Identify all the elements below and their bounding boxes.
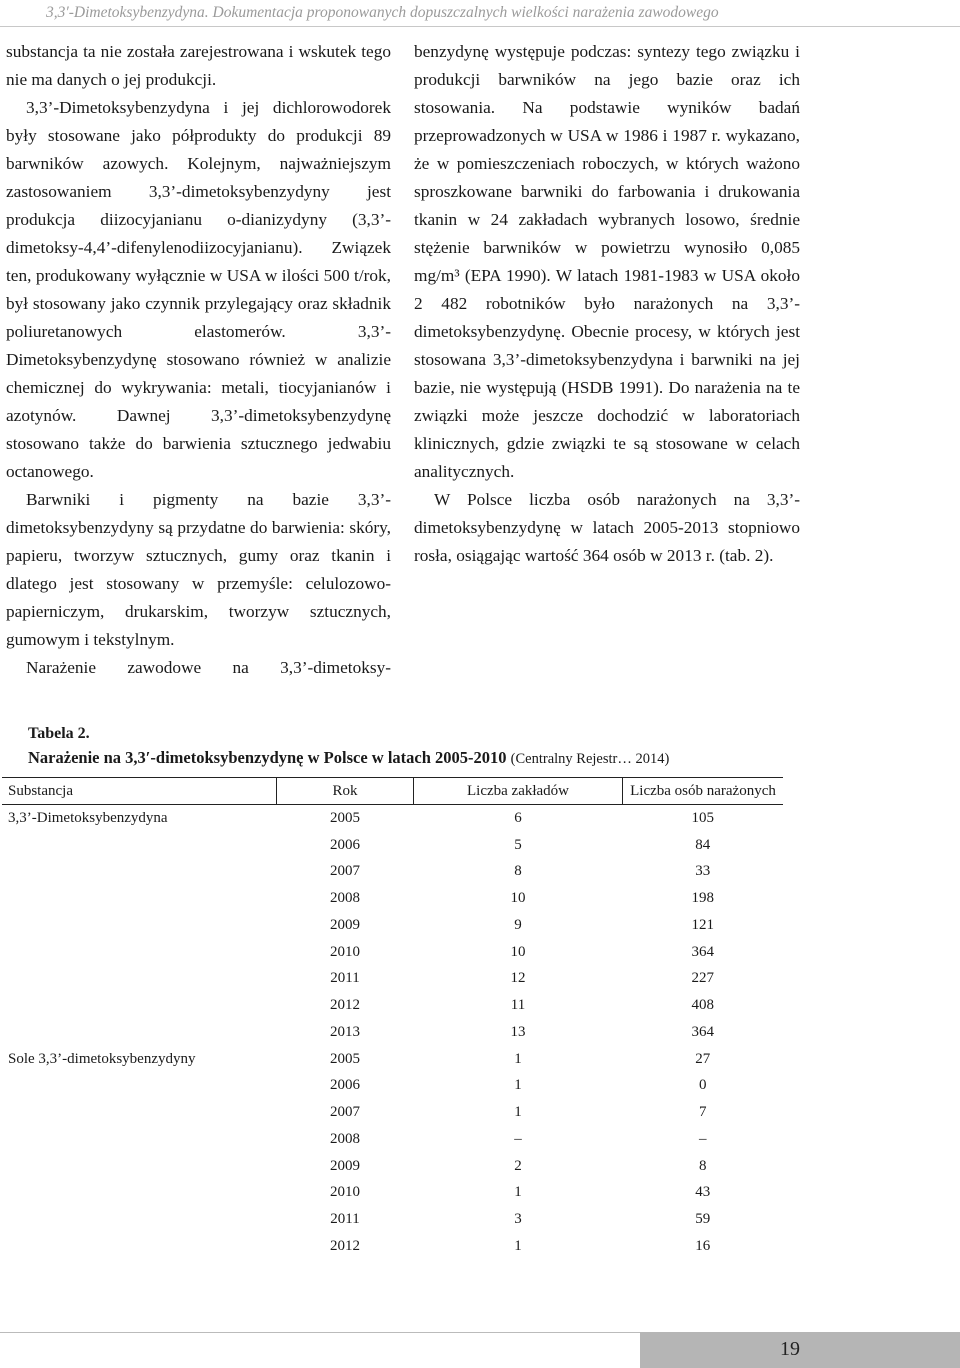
- left-paragraph-3: Barwniki i pigmenty na bazie 3,3’-dimetoksybenzydyny są przydatne do barwienia: skóry, papieru, tworzyw sztucznych, gumy oraz tkanin i dlatego jest stosowany w przemyśle: celulozowo-papierniczym, drukarskim, tworzyw sztucznych, gumowym i tekstylnym.: [6, 490, 391, 649]
- cell-plants: 13: [510, 1023, 526, 1040]
- cell-plants: –: [514, 1130, 522, 1147]
- cell-plants: 1: [514, 1184, 522, 1201]
- left-paragraph-4: Narażenie zawodowe na 3,3’-dimetoksy-: [26, 658, 391, 677]
- left-paragraph-2: 3,3’-Dimetoksybenzydyna i jej dichlorowodorek były stosowane jako półprodukty do produkcji 89 barwników azowych. Kolejnym, najważniejszym zastosowaniem 3,3’-dimetoksybenzydyny jest produkcja diizocyjanianu o-dianizydyny (3,3’-dimetoksy-4,4’-difenylenodiizocyjanianu). Związek ten, produkowany wyłącznie w USA w ilości 500 t/rok, był stosowany jako czynnik przylegający oraz składnik poliuretanowych elastomerów. 3,3’- Dimetoksybenzydynę stosowano również w analizie chemicznej do wykrywania: metali, tiocyjanianów i azotynów. Dawnej 3,3’-dimetoksybenzydynę stosowano także do barwienia sztucznego jedwabiu octanowego.: [6, 98, 391, 481]
- cell-year: 2007: [330, 1104, 360, 1121]
- cell-year: 2005: [330, 1050, 360, 1067]
- cell-plants: 12: [510, 970, 526, 987]
- cell-substance: 3,3’-Dimetoksybenzydyna: [8, 809, 168, 826]
- cell-persons: 364: [691, 1023, 714, 1040]
- table-title: [28, 748, 669, 768]
- table-row: [2, 832, 783, 859]
- cell-persons: 59: [695, 1211, 711, 1228]
- cell-plants: 3: [514, 1211, 522, 1228]
- table-row: [2, 912, 783, 939]
- table-row: [2, 1126, 783, 1153]
- footer-page-box: [640, 1332, 960, 1368]
- cell-persons: 364: [691, 943, 714, 960]
- column-header-year: Rok: [277, 778, 414, 805]
- table-row: [2, 805, 783, 832]
- cell-substance: [2, 859, 277, 886]
- cell-plants: 6: [514, 809, 522, 826]
- cell-year: 2005: [330, 809, 360, 826]
- cell-substance: [2, 1206, 277, 1233]
- cell-substance: [2, 1126, 277, 1153]
- cell-persons: 84: [695, 836, 711, 853]
- cell-year: 2007: [330, 863, 360, 880]
- cell-year: 2008: [330, 890, 360, 907]
- table-row: [2, 1099, 783, 1126]
- cell-year: 2010: [330, 1184, 360, 1201]
- table-title-text: Narażenie na 3,3′-dimetoksybenzydynę w Polsce w latach 2005-2010: [28, 748, 507, 767]
- table-row: [2, 859, 783, 886]
- table-row: [2, 1180, 783, 1207]
- cell-plants: 10: [510, 890, 526, 907]
- cell-persons: 227: [691, 970, 714, 987]
- table-row: [2, 966, 783, 993]
- right-column: [414, 38, 800, 570]
- cell-substance: [2, 912, 277, 939]
- table-row: [2, 1233, 783, 1260]
- cell-substance: [2, 1073, 277, 1100]
- cell-year: 2006: [330, 1077, 360, 1094]
- cell-plants: 1: [514, 1077, 522, 1094]
- table-row: [2, 939, 783, 966]
- page-number: 19: [780, 1338, 800, 1360]
- running-title: 3,3′-Dimetoksybenzydyna. Dokumentacja proponowanych dopuszczalnych wielkości narażenia zawodowego: [46, 4, 719, 21]
- table-row: [2, 1153, 783, 1180]
- cell-persons: 0: [699, 1077, 707, 1094]
- cell-persons: 121: [691, 916, 714, 933]
- cell-plants: 2: [514, 1157, 522, 1174]
- cell-persons: 408: [691, 997, 714, 1014]
- cell-substance: [2, 832, 277, 859]
- cell-persons: 43: [695, 1184, 711, 1201]
- left-paragraph-1: substancja ta nie została zarejestrowana i wskutek tego nie ma danych o jej produkcji.: [6, 42, 391, 89]
- cell-substance: Sole 3,3’-dimetoksybenzydyny: [8, 1050, 196, 1067]
- table-row: [2, 885, 783, 912]
- cell-substance: [2, 939, 277, 966]
- cell-substance: [2, 1233, 277, 1260]
- cell-year: 2010: [330, 943, 360, 960]
- table-row: [2, 1206, 783, 1233]
- table-row: [2, 1019, 783, 1046]
- cell-year: 2011: [330, 970, 360, 987]
- cell-year: 2008: [330, 1130, 360, 1147]
- right-paragraph-2: W Polsce liczba osób narażonych na 3,3’-dimetoksybenzydynę w latach 2005-2013 stopniowo rosła, osiągając wartość 364 osób w 2013 r. (tab. 2).: [414, 490, 800, 565]
- cell-persons: 33: [695, 863, 711, 880]
- cell-plants: 5: [514, 836, 522, 853]
- right-paragraph-1: benzydynę występuje podczas: syntezy tego związku i produkcji barwników na jego bazie oraz ich stosowania. Na podstawie wyników badań przeprowadzonych w USA w 1986 i 1987 r. wykazano, że w pomieszczeniach roboczych, w których ważono sproszkowane barwniki do farbowania i drukowania tkanin w 24 zakładach wybranych losowo, średnie stężenie barwników w powietrzu wynosiło 0,085 mg/m³ (EPA 1990). W latach 1981-1983 w USA około 2 482 robotników było narażonych na 3,3’-dimetoksybenzydynę. Obecnie procesy, w których jest stosowana 3,3’-dimetoksybenzydyna i barwniki na jej bazie, nie występują (HSDB 1991). Do narażenia na te związki może jeszcze dochodzić w laboratoriach klinicznych, gdzie związki te są stosowane w celach analitycznych.: [414, 42, 800, 481]
- cell-plants: 1: [514, 1104, 522, 1121]
- cell-plants: 11: [510, 997, 526, 1014]
- cell-year: 2009: [330, 1157, 360, 1174]
- running-header: [0, 0, 960, 27]
- exposure-table: [2, 777, 783, 1260]
- table-row: [2, 1046, 783, 1073]
- cell-substance: [2, 966, 277, 993]
- cell-year: 2013: [330, 1023, 360, 1040]
- cell-substance: [2, 1180, 277, 1207]
- footer-divider: [0, 1332, 640, 1333]
- column-header-substance: Substancja: [2, 778, 277, 805]
- cell-plants: 1: [514, 1050, 522, 1067]
- cell-plants: 1: [514, 1237, 522, 1254]
- table-label: Tabela 2.: [28, 725, 90, 742]
- cell-substance: [2, 885, 277, 912]
- table-row: [2, 1073, 783, 1100]
- table-source: (Centralny Rejestr… 2014): [510, 751, 670, 767]
- cell-plants: 10: [510, 943, 526, 960]
- cell-persons: 8: [699, 1157, 707, 1174]
- cell-substance: [2, 1019, 277, 1046]
- cell-persons: 7: [699, 1104, 707, 1121]
- cell-year: 2006: [330, 836, 360, 853]
- table-body: [2, 805, 783, 1260]
- cell-persons: 16: [695, 1237, 711, 1254]
- cell-year: 2011: [330, 1211, 360, 1228]
- table-header-row: [2, 778, 783, 805]
- column-header-plants: Liczba zakładów: [414, 778, 623, 805]
- cell-plants: 9: [514, 916, 522, 933]
- cell-year: 2009: [330, 916, 360, 933]
- cell-substance: [2, 1099, 277, 1126]
- table-row: [2, 992, 783, 1019]
- cell-substance: [2, 992, 277, 1019]
- cell-persons: –: [699, 1130, 707, 1147]
- cell-persons: 27: [695, 1050, 711, 1067]
- cell-plants: 8: [514, 863, 522, 880]
- cell-persons: 105: [691, 809, 714, 826]
- cell-persons: 198: [691, 890, 714, 907]
- cell-year: 2012: [330, 997, 360, 1014]
- cell-substance: [2, 1153, 277, 1180]
- cell-year: 2012: [330, 1237, 360, 1254]
- column-header-persons: Liczba osób narażonych: [623, 778, 784, 805]
- left-column: [6, 38, 391, 682]
